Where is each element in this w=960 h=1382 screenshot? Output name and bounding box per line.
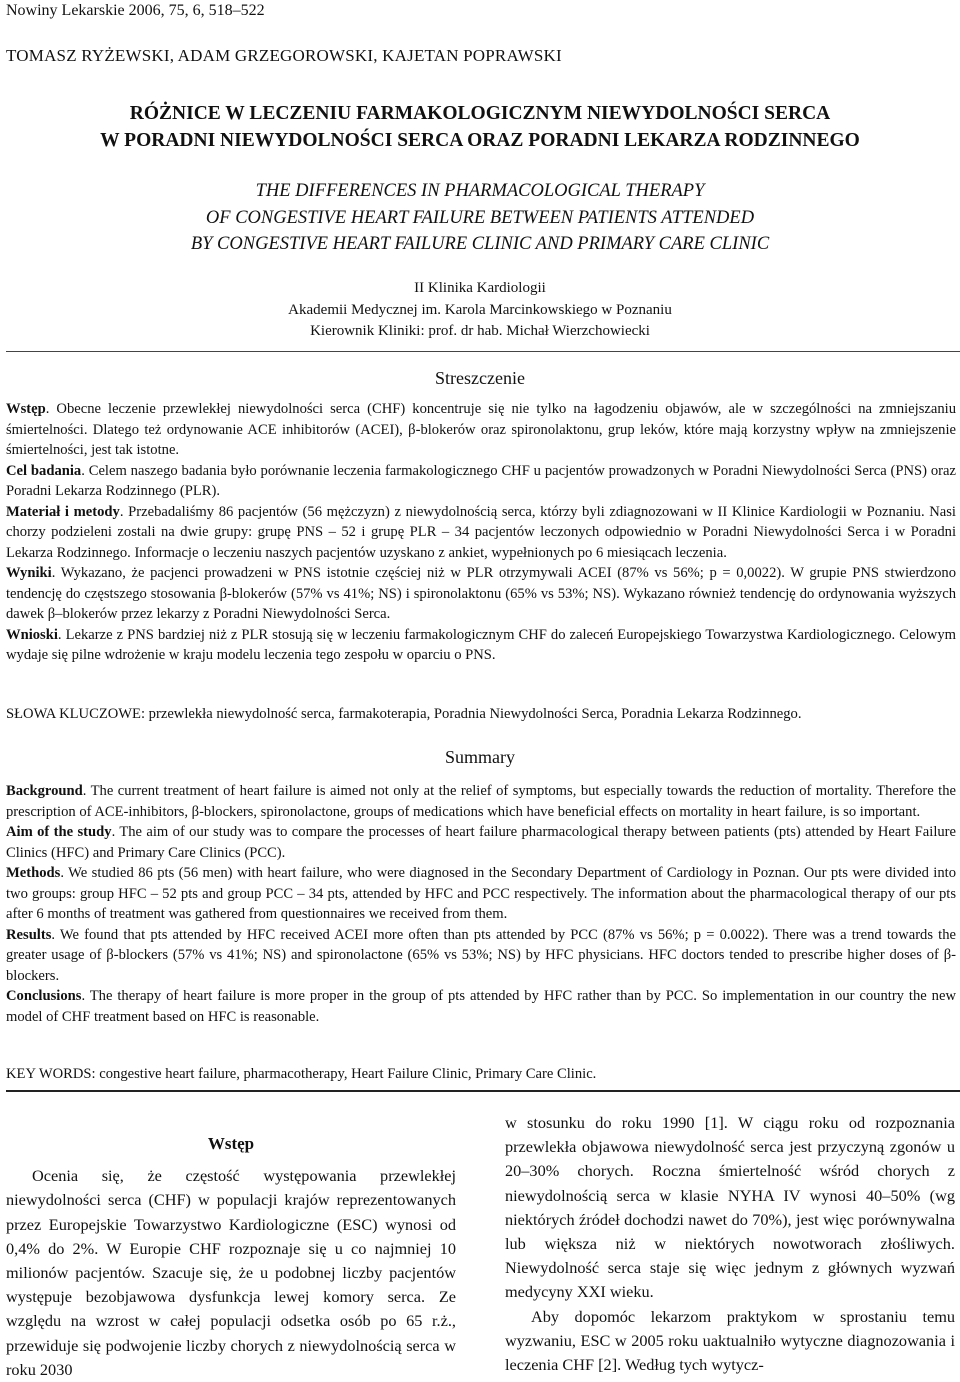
abstract-paragraph [6, 781, 956, 822]
abstract-label: Background [6, 783, 83, 799]
abstract-text: . Obecne leczenie przewlekłej niewydolności serca (CHF) koncentruje się nie tylko na łagodzeniu objawów, ale w szczególności na zmniejszaniu śmiertelności. Dlatego też ordynowanie ACE inhibitorów (ACEI), β-blokerów oraz spironolaktonu, grup leków, które mają korzystny wpływ na zmniejszenie śmiertelności, jest tak istotne. [6, 401, 956, 458]
section-divider [6, 351, 960, 352]
abstract-text: . Celem naszego badania było porównanie leczenia farmakologicznego CHF u pacjentów prowadzonych w Poradni Niewydolności Serca (PNS) oraz Poradni Lekarza Rodzinnego (PLR). [6, 462, 956, 499]
title-polish-line: RÓŻNICE W LECZENIU FARMAKOLOGICZNYM NIEWYDOLNOŚCI SERCA [129, 103, 831, 124]
title-polish-line: W PORADNI NIEWYDOLNOŚCI SERCA ORAZ PORADNI LEKARZA RODZINNEGO [100, 130, 860, 151]
keywords-polish: SŁOWA KLUCZOWE: przewlekła niewydolność serca, farmakoterapia, Poradnia Niewydolności Serca, Poradnia Lekarza Rodzinnego. [6, 706, 802, 722]
title-english-line: THE DIFFERENCES IN PHARMACOLOGICAL THERAPY [255, 181, 705, 201]
title-polish [0, 100, 960, 154]
body-paragraph: Ocenia się, że częstość występowania przewlekłej niewydolności serca (CHF) w populacji krajów reprezentowanych przez Europejskie Towarzystwo Kardiologiczne (ESC) wynosi od 0,4% do 2%. W Europie CHF rozpoznaje się u co najmniej 10 milionów pacjentów. Szacuje się, że u podobnej liczby pacjentów występuje bezobjawowa dysfunkcja lewej komory serca. Ze względu na wzrost w całej populacji odsetka osób po 65 r.ż., przewiduje się podwojenie liczby chorych z niewydolnością serca w roku 2030 [6, 1166, 456, 1379]
abstract-paragraph [6, 563, 956, 625]
body-column-right [505, 1111, 955, 1377]
abstract-label: Methods [6, 865, 61, 881]
abstract-label: Wyniki [6, 565, 52, 581]
abstract-text: . The current treatment of heart failure is aimed not only at the relief of symptoms, but especially towards the reduction of mortality. Therefore the prescription of ACE-inhibitors, β-blockers, spironolactone, groups of medications which have beneficial effects on mortality in heart failure, is so important. [6, 783, 956, 820]
abstract-text: . We found that pts attended by HFC received ACEI more often than pts attended by PCC (87% vs 56%; p = 0.0022). There was a trend towards the greater usage of β-blockers (57% vs 41%; NS) and spironolactone (65% vs 53%; NS) by HFC physicians. HFC doctors tended to prescribe higher doses of β-blockers. [6, 926, 956, 984]
page-divider [6, 1090, 960, 1092]
abstract-paragraph [6, 502, 956, 564]
summary-heading: Summary [445, 747, 515, 767]
affiliation-line: Kierownik Kliniki: prof. dr hab. Michał Wierzchowiecki [310, 323, 650, 339]
streszczenie-heading: Streszczenie [435, 368, 525, 388]
abstract-label: Cel badania [6, 462, 82, 479]
streszczenie-body [6, 399, 956, 666]
abstract-paragraph [6, 863, 956, 925]
abstract-label: Wnioski [6, 626, 58, 643]
abstract-label: Conclusions [6, 988, 82, 1004]
abstract-label: Wstęp [6, 401, 46, 417]
title-english-line: OF CONGESTIVE HEART FAILURE BETWEEN PATIENTS ATTENDED [205, 207, 755, 228]
abstract-label: Results [6, 926, 52, 943]
summary-body [6, 781, 956, 1027]
abstract-text: . The aim of our study was to compare the processes of heart failure pharmacological therapy between patients (pts) attended by Heart Failure Clinics (HFC) and Primary Care Clinics (PCC). [6, 824, 957, 861]
affiliation-line: Akademii Medycznej im. Karola Marcinkowskiego w Poznaniu [288, 301, 672, 318]
abstract-text: . The therapy of heart failure is more proper in the group of pts attended by HFC rather than by PCC. So implementation in our country the new model of CHF treatment based on HFC is reasonable. [6, 988, 956, 1025]
body-section-heading: Wstęp [207, 1134, 255, 1153]
abstract-paragraph [6, 399, 956, 461]
abstract-text: . Wykazano, że pacjenci prowadzeni w PNS istotnie częściej niż w PLR otrzymywali ACEI (87% vs 56%; p = 0,0022). W grupie PNS stwierdzono tendencję do częstszego stosowania β-blokerów (57% vs 41%; NS) i spironolaktonu (65% vs 53%; NS). Wykazano również tendencję do ordynowania wyższych dawek β–blokerów przez lekarzy z Poradni Niewydolności Serca. [6, 565, 956, 622]
title-english-line: BY CONGESTIVE HEART FAILURE CLINIC AND PRIMARY CARE CLINIC [190, 234, 770, 254]
abstract-paragraph [6, 625, 956, 666]
abstract-paragraph [6, 822, 956, 863]
abstract-text: . Przebadaliśmy 86 pacjentów (56 mężczyzn) z niewydolnością serca, którzy byli zdiagnozowani w II Klinice Kardiologii w Poznaniu. Nasi chorzy podzieleni zostali na dwie grupy: grupę PNS – 52 i grupę PLR – 34 pacjentów leczonych odpowiednio w Poradni Niewydolności Serca i w Poradni Lekarza Rodzinnego. Informacje o leczeniu naszych pacjentów uzyskano z ankiet, wypełnionych po 6 miesiącach leczenia. [6, 503, 956, 561]
abstract-text: . We studied 86 pts (56 men) with heart failure, who were diagnosed in the Secondary Department of Cardiology in Poznan. Our pts were divided into two groups: group HFC – 52 pts and group PCC – 34 pts, attended by HFC and PCC respectively. The information about the pharmacological therapy of our pts after 6 months of treatment was gathered from questionnaires we received from them. [6, 865, 956, 922]
abstract-label: Materiał i metody [6, 503, 120, 520]
affiliation [0, 278, 960, 343]
abstract-paragraph [6, 461, 956, 502]
affiliation-line: II Klinika Kardiologii [414, 280, 546, 296]
abstract-paragraph [6, 986, 956, 1027]
abstract-text: . Lekarze z PNS bardziej niż z PLR stosują się w leczeniu farmakologicznym CHF do zaleceń Europejskiego Towarzystwa Kardiologicznego. Celowym wydaje się pilne wdrożenie w kraju modelu leczenia tego zespołu w oparciu o PNS. [6, 626, 956, 663]
abstract-label: Aim of the study [6, 824, 112, 840]
body-paragraph: w stosunku do roku 1990 [1]. W ciągu roku od rozpoznania przewlekła objawowa niewydolność serca jest przyczyną zgonów u 20–30% chorych. Roczna śmiertelność wśród chorych z niewydolnością serca w klasie NYHA IV wynosi 40–50% (wg niektórych źródeł dochodzi nawet do 70%), jest więc porównywalna lub większa niż w niektórych nowotworach złośliwych. Niewydolność serca staje się więc jednym z głównych wyzwań medycyny XXI wieku. [505, 1113, 955, 1302]
journal-citation: Nowiny Lekarskie 2006, 75, 6, 518–522 [6, 2, 265, 19]
body-paragraph: Aby dopomóc lekarzom praktykom w sprostaniu temu wyzwaniu, ESC w 2005 roku uaktualniło wytyczne diagnozowania i leczenia CHF [2]. Według tych wytycz- [505, 1306, 955, 1375]
keywords-english: KEY WORDS: congestive heart failure, pharmacotherapy, Heart Failure Clinic, Primary Care Clinic. [6, 1066, 597, 1082]
title-english [0, 178, 960, 258]
abstract-paragraph [6, 925, 956, 987]
body-column-left [6, 1132, 456, 1382]
authors: TOMASZ RYŻEWSKI, ADAM GRZEGOROWSKI, KAJETAN POPRAWSKI [6, 46, 562, 65]
